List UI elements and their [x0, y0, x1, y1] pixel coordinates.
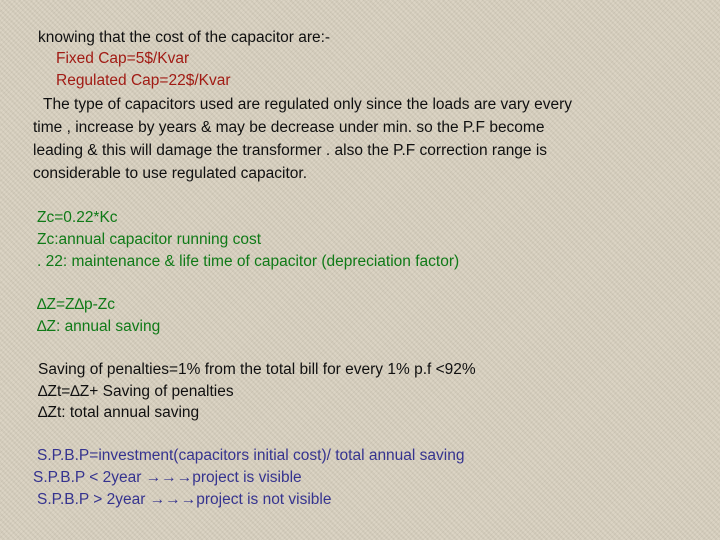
paragraph-line-3: leading & this will damage the transformer . also the P.F correction range is — [33, 142, 548, 159]
fixed-cap-cost: Fixed Cap=5$/Kvar — [56, 50, 190, 67]
paragraph-line-1: The type of capacitors used are regulated only since the loads are vary every — [43, 96, 573, 113]
running-cost-definition: Zc:annual capacitor running cost — [37, 231, 262, 248]
total-saving-formula: ∆Zt=∆Z+ Saving of penalties — [38, 383, 234, 400]
payback-not-visible: S.P.B.P > 2year →→→project is not visible — [37, 491, 332, 508]
intro-heading: knowing that the cost of the capacitor are:- — [38, 29, 331, 46]
paragraph-line-4: considerable to use regulated capacitor. — [33, 165, 308, 182]
total-saving-definition: ∆Zt: total annual saving — [38, 404, 200, 421]
penalties-rule: Saving of penalties=1% from the total bill for every 1% p.f <92% — [38, 361, 476, 378]
paragraph-line-2: time , increase by years & may be decrease under min. so the P.F become — [33, 119, 545, 136]
running-cost-formula: Zc=0.22*Kc — [37, 209, 118, 226]
depreciation-factor-note: . 22: maintenance & life time of capacitor (depreciation factor) — [37, 253, 460, 270]
payback-visible: S.P.B.P < 2year →→→project is visible — [33, 469, 302, 486]
payback-formula: S.P.B.P=investment(capacitors initial cost)/ total annual saving — [37, 447, 465, 464]
regulated-cap-cost: Regulated Cap=22$/Kvar — [56, 72, 231, 89]
saving-definition: ∆Z: annual saving — [37, 318, 161, 335]
saving-formula: ∆Z=Z∆p-Zc — [37, 296, 115, 313]
